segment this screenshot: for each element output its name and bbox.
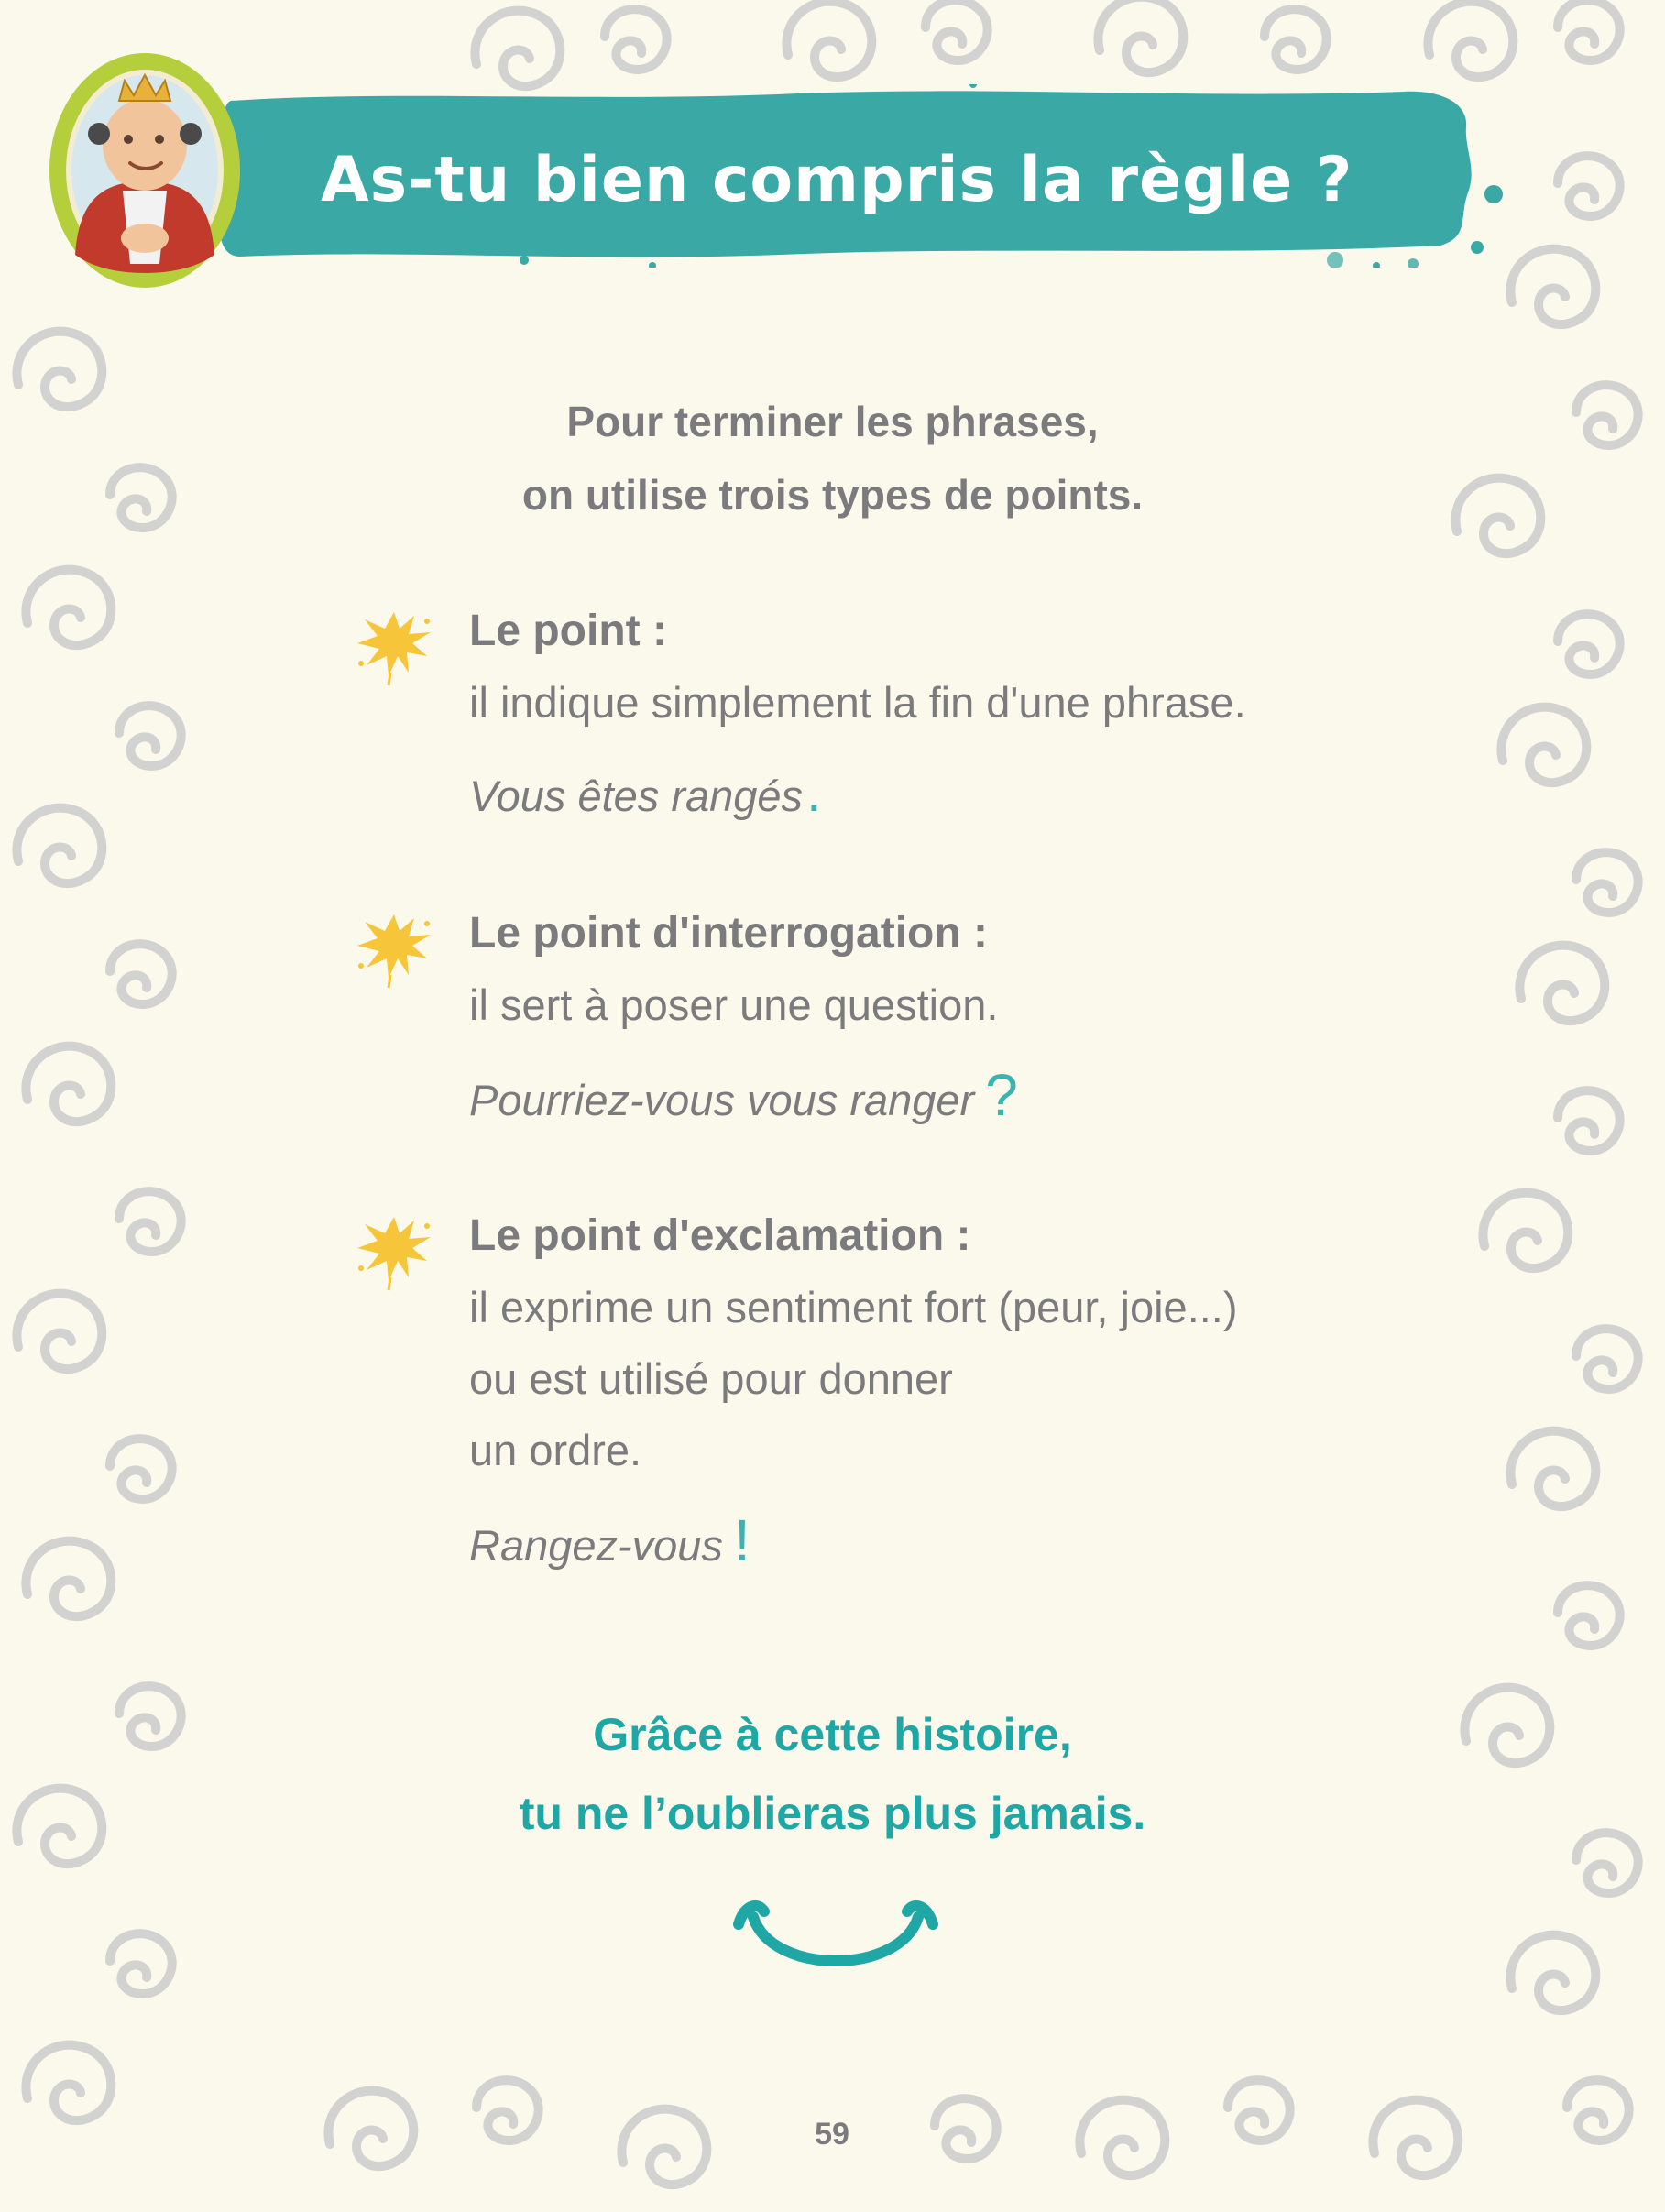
example-text: Vous êtes rangés — [469, 772, 804, 820]
intro-text — [367, 385, 1298, 531]
conclusion-line-2: tu ne l’oublieras plus jamais. — [519, 1788, 1146, 1839]
intro-line-2: on utilise trois types de points. — [521, 471, 1144, 519]
page-title: As-tu bien compris la règle ? — [321, 144, 1353, 216]
paint-splat-icon — [348, 1200, 440, 1292]
rule-example — [469, 757, 1386, 828]
rule-description-line-1: il exprime un sentiment fort (peur, joie...) — [469, 1283, 1238, 1331]
rule-example — [469, 1059, 1386, 1131]
paint-splat-icon — [348, 596, 440, 687]
example-text: Rangez-vous — [469, 1521, 723, 1570]
rule-body — [469, 1200, 1386, 1576]
conclusion-text — [367, 1695, 1298, 1853]
rule-body — [469, 898, 1386, 1131]
conclusion-line-1: Grâce à cette histoire, — [593, 1709, 1072, 1760]
rule-title: Le point d'exclamation : — [469, 1211, 971, 1260]
header-banner — [213, 84, 1514, 268]
rule-description-line-2: ou est utilisé pour donner — [469, 1354, 953, 1403]
rule-description: il indique simplement la fin d'une phrase. — [469, 678, 1246, 727]
rule-description-line-3: un ordre. — [469, 1426, 642, 1474]
example-mark: ? — [985, 1062, 1018, 1128]
page-number: 59 — [815, 2117, 849, 2152]
paint-splat-icon — [348, 898, 440, 990]
rule-description: il sert à poser une question. — [469, 980, 999, 1029]
king-portrait-icon — [38, 44, 254, 296]
smile-icon — [726, 1884, 946, 1985]
rule-title: Le point d'interrogation : — [469, 909, 989, 958]
example-mark: . — [806, 761, 822, 823]
rule-example — [469, 1505, 1386, 1576]
rule-body — [469, 596, 1386, 828]
example-text: Pourriez-vous vous ranger — [469, 1076, 975, 1124]
rule-title: Le point : — [469, 607, 667, 655]
intro-line-1: Pour terminer les phrases, — [566, 398, 1099, 445]
example-mark: ! — [733, 1507, 750, 1573]
